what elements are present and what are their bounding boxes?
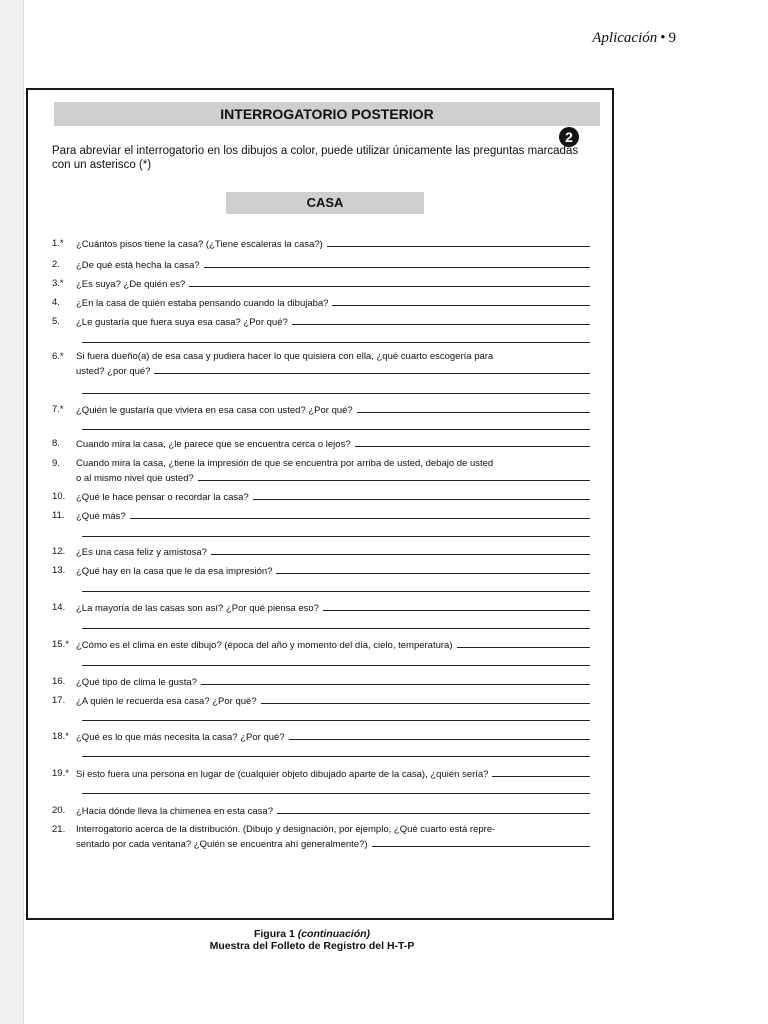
answer-line[interactable] [332,296,590,306]
extra-answer-line[interactable] [82,628,590,629]
question-14 [52,601,590,616]
question-text: ¿Cómo es el clima en este dibujo? (época del año y momento del día, cielo, temperatura) [76,640,453,651]
extra-answer-line[interactable] [82,665,590,666]
question-19 [52,767,590,782]
question-text: ¿La mayoría de las casas son así? ¿Por qué piensa eso? [76,603,319,614]
extra-answer-line[interactable] [82,393,590,394]
extra-answer-line[interactable] [82,429,590,430]
question-text-cont: o al mismo nivel que usted? [76,473,194,484]
question-11 [52,509,590,524]
question-number: 21. [52,824,66,835]
extra-answer-line[interactable] [82,793,590,794]
question-text: ¿Hacia dónde lleva la chimenea en esta casa? [76,806,273,817]
caption-figure: Figura 1 [253,928,295,940]
answer-line[interactable] [261,694,590,704]
question-21 [52,823,590,852]
question-text: Interrogatorio acerca de la distribución. (Dibujo y designación, por ejemplo, ¿Qué cuarto está repre- [76,824,496,835]
question-number: 13. [52,565,66,576]
question-text: ¿Es una casa feliz y amistosa? [76,547,207,558]
question-text: Cuando mira la casa, ¿tiene la impresión de que se encuentra por arriba de usted, debajo de usted [76,458,494,469]
question-text: ¿Qué hay en la casa que le da esa impresión? [76,566,273,577]
answer-line[interactable] [130,509,590,519]
answer-line[interactable] [492,767,590,777]
banner-title: INTERROGATORIO POSTERIOR [54,102,600,126]
question-text: ¿Cuántos pisos tiene la casa? (¿Tiene escaleras la casa?) [76,239,323,250]
question-text: ¿Qué le hace pensar o recordar la casa? [76,492,249,503]
extra-answer-line[interactable] [82,720,590,721]
question-number: 18.* [52,731,69,742]
question-number: 8. [52,438,60,449]
question-20 [52,804,590,819]
answer-line[interactable] [357,403,590,413]
answer-line[interactable] [201,675,590,685]
question-number: 17. [52,695,66,706]
question-number: 19.* [52,768,69,779]
question-6 [52,350,590,379]
question-15 [52,638,590,653]
answer-line[interactable] [277,804,590,814]
question-10 [52,490,590,505]
question-text: ¿En la casa de quién estaba pensando cuando la dibujaba? [76,298,329,309]
question-text-cont: usted? ¿por qué? [76,366,151,377]
answer-line[interactable] [154,364,590,374]
question-12 [52,545,590,560]
question-text: Si esto fuera una persona en lugar de (cualquier objeto dibujado aparte de la casa), ¿quién sería? [76,769,489,780]
question-text: ¿Es suya? ¿De quién es? [76,279,186,290]
question-text: Si fuera dueño(a) de esa casa y pudiera hacer lo que quisiera con ella, ¿qué cuarto escogería para [76,351,494,362]
question-7 [52,403,590,418]
question-number: 2. [52,259,60,270]
question-text-cont: sentado por cada ventana? ¿Quién se encuentra ahí generalmente?) [76,839,368,850]
question-13 [52,564,590,579]
extra-answer-line[interactable] [82,342,590,343]
question-number: 4. [52,297,60,308]
question-number: 15.* [52,639,69,650]
question-17 [52,694,590,709]
question-16 [52,675,590,690]
header-title: Aplicación [592,30,658,46]
page-number: 9 [668,30,676,46]
answer-line[interactable] [204,258,590,268]
answer-line[interactable] [372,837,590,847]
header-separator: • [660,30,666,46]
answer-line[interactable] [198,471,590,481]
question-9 [52,457,590,486]
question-8 [52,437,590,452]
extra-answer-line[interactable] [82,591,590,592]
question-text: ¿A quién le recuerda esa casa? ¿Por qué? [76,696,257,707]
question-text: ¿Qué más? [76,511,126,522]
extra-answer-line[interactable] [82,536,590,537]
question-number: 10. [52,491,66,502]
question-1 [52,237,590,252]
answer-line[interactable] [211,545,590,555]
question-text: ¿Le gustaría que fuera suya esa casa? ¿Por qué? [76,317,288,328]
answer-line[interactable] [189,277,590,287]
number-badge: 2 [559,127,579,147]
answer-line[interactable] [355,437,590,447]
intro-text: Para abreviar el interrogatorio en los dibujos a color, puede utilizar únicamente las preguntas marcadas con un asterisco (*) [52,145,579,171]
answer-line[interactable] [253,490,590,500]
form-frame [26,88,614,920]
question-4 [52,296,590,311]
question-number: 12. [52,546,66,557]
answer-line[interactable] [289,730,590,740]
running-header [592,30,676,47]
question-number: 5. [52,316,60,327]
page-left-edge [0,0,24,1024]
question-text: ¿Qué tipo de clima le gusta? [76,677,197,688]
question-number: 9. [52,458,60,469]
extra-answer-line[interactable] [82,756,590,757]
question-3 [52,277,590,292]
question-2 [52,258,590,273]
question-number: 14. [52,602,66,613]
section-title: CASA [226,192,424,214]
question-number: 11. [52,510,65,521]
answer-line[interactable] [327,237,590,247]
question-number: 1.* [52,238,64,249]
figure-caption [150,928,474,952]
answer-line[interactable] [276,564,590,574]
question-number: 3.* [52,278,64,289]
question-number: 16. [52,676,66,687]
question-text: ¿Quién le gustaría que viviera en esa casa con usted? ¿Por qué? [76,405,353,416]
question-18 [52,730,590,745]
question-text: ¿De qué está hecha la casa? [76,260,200,271]
question-number: 20. [52,805,66,816]
question-5 [52,315,590,330]
caption-continuation: (continuación) [297,928,371,940]
question-text: ¿Qué es lo que más necesita la casa? ¿Por qué? [76,732,285,743]
caption-description: Muestra del Folleto de Registro del H-T-P [209,940,415,952]
answer-line[interactable] [457,638,590,648]
question-number: 7.* [52,404,64,415]
answer-line[interactable] [323,601,590,611]
question-text: Cuando mira la casa, ¿le parece que se encuentra cerca o lejos? [76,439,351,450]
answer-line[interactable] [292,315,590,325]
question-number: 6.* [52,351,64,362]
